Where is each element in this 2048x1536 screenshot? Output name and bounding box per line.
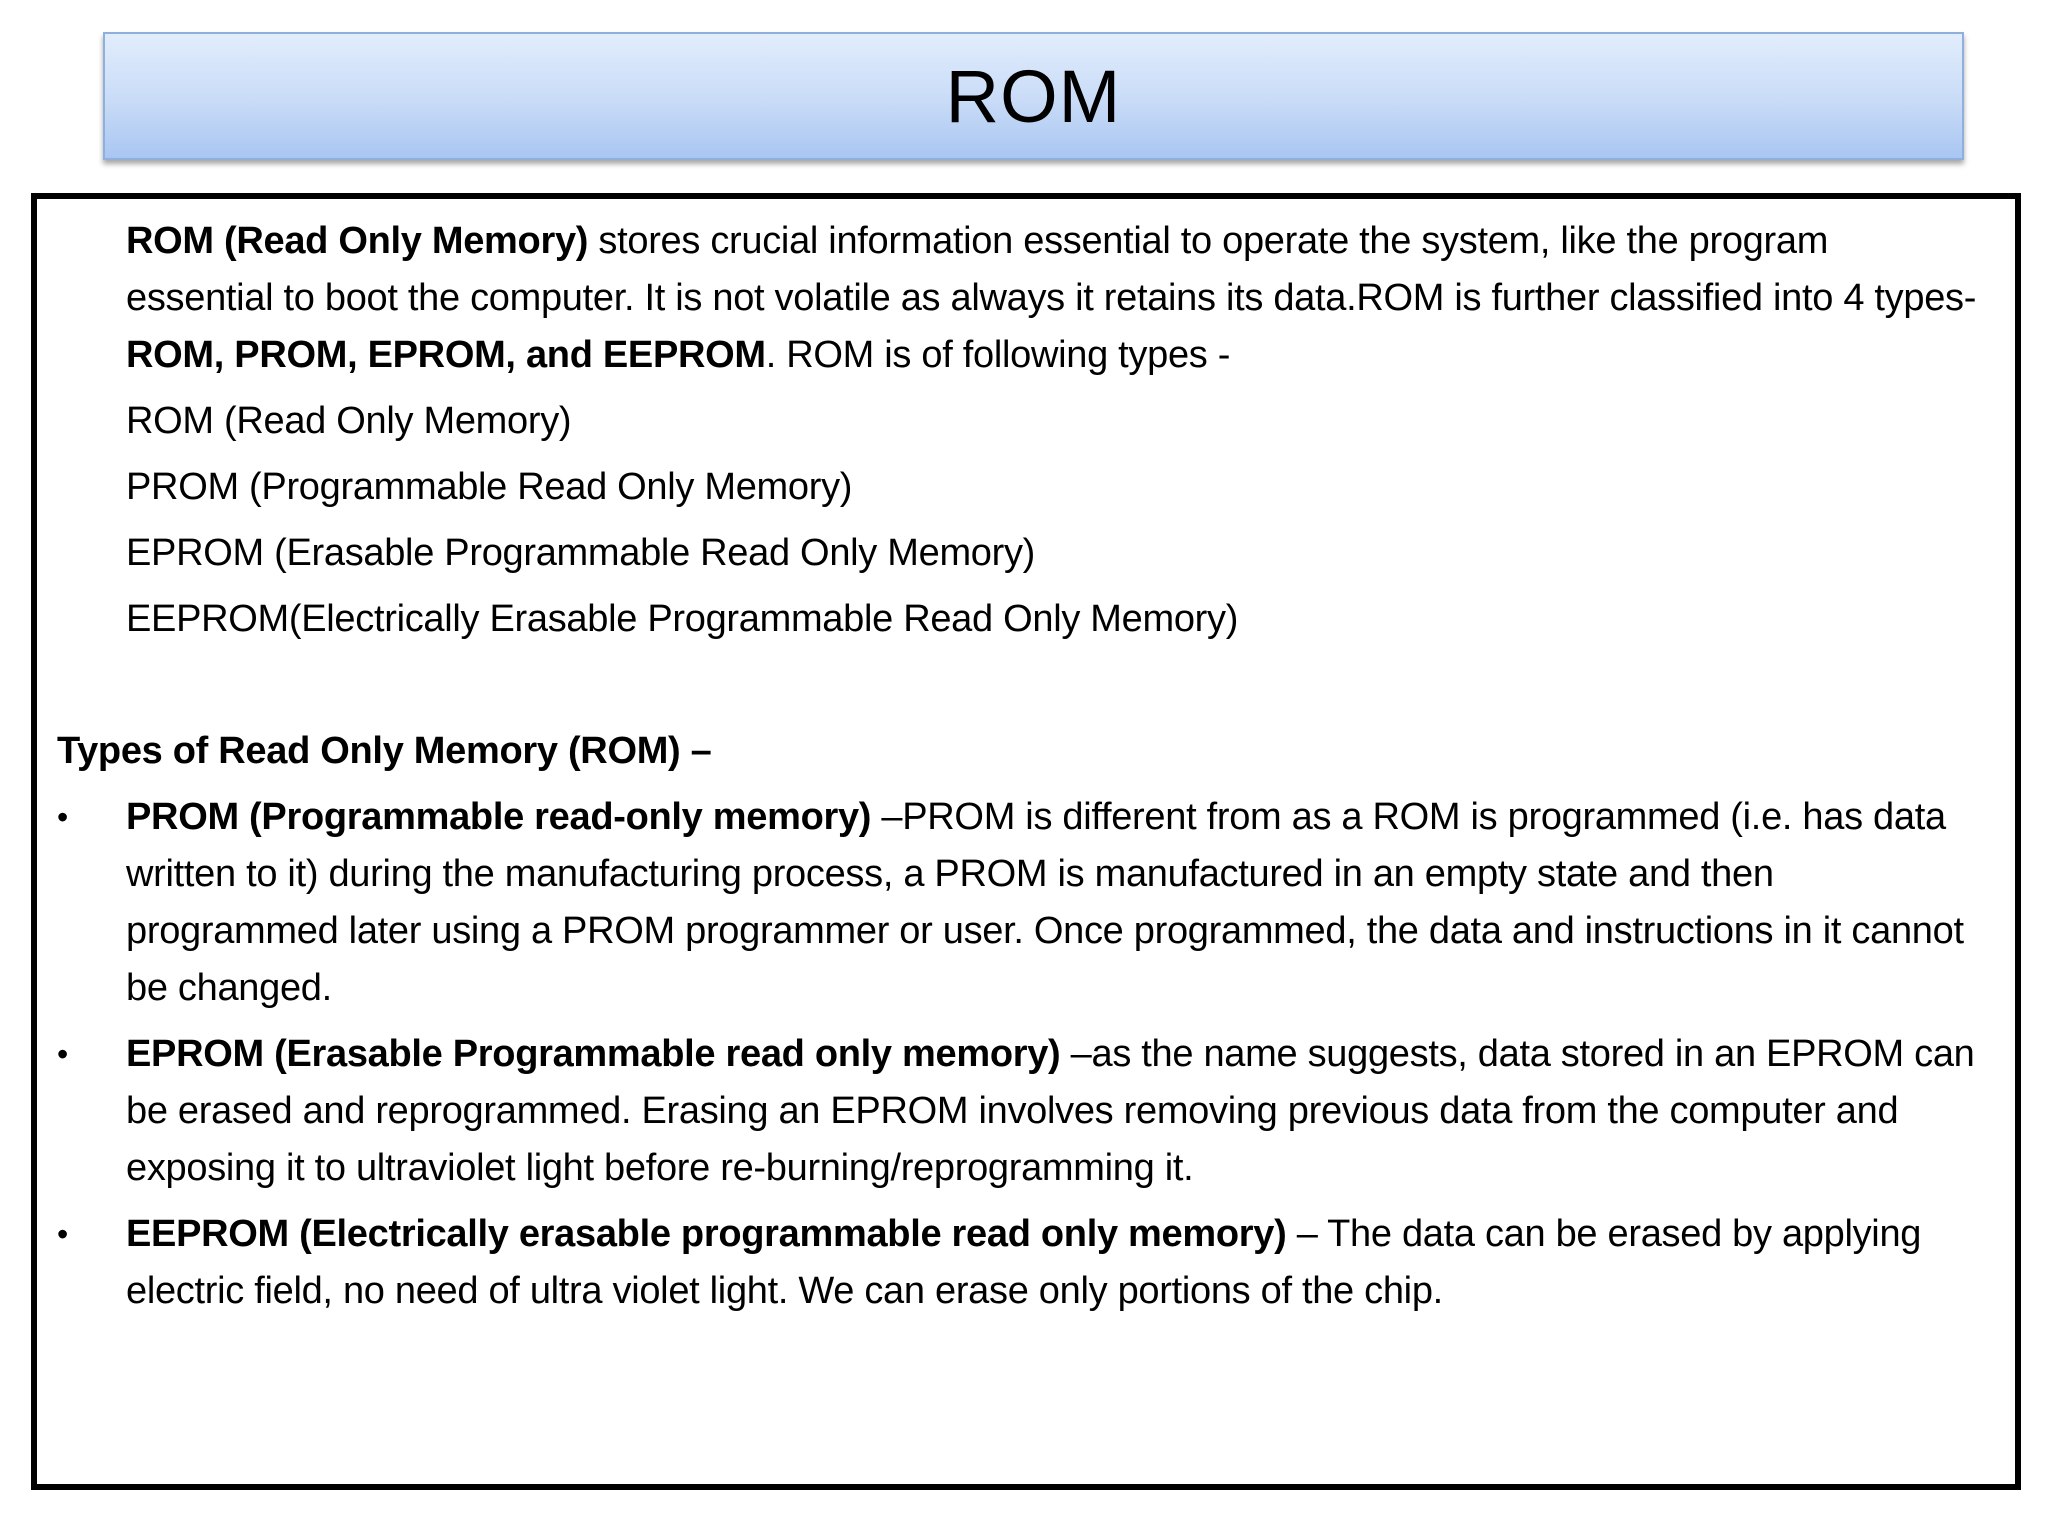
spacer [57, 657, 1985, 723]
section-heading: Types of Read Only Memory (ROM) – [57, 730, 712, 772]
intro-types: ROM, PROM, EPROM, and EEPROM [126, 334, 766, 376]
title-banner [103, 32, 1964, 160]
intro-paragraph [57, 213, 1985, 384]
type-list-item: ROM (Read Only Memory) [126, 400, 572, 442]
bullet-text: –as the name suggests, data stored in an EPROM can be erased and reprogrammed. Erasing an EPROM involves removing previous data from the computer and exposing it to ultraviolet light before re-burning/reprogramming it. [126, 1033, 1975, 1189]
intro-term: ROM (Read Only Memory) [126, 220, 589, 262]
type-list-item: EEPROM(Electrically Erasable Programmable Read Only Memory) [126, 598, 1239, 640]
bullet-icon: • [57, 1036, 68, 1072]
bullet-term: PROM (Programmable read-only memory) [126, 796, 872, 838]
slide-title: ROM [945, 54, 1122, 138]
content-frame [31, 193, 2021, 1490]
bullet-term: EPROM (Erasable Programmable read only memory) [126, 1033, 1061, 1075]
intro-text-2: . ROM is of following types - [765, 334, 1231, 376]
bullet-icon: • [57, 799, 68, 835]
intro-text-1: stores crucial information essential to operate the system, like the program essential to boot the computer. It is not volatile as always it retains its data.ROM is further classified into 4 types- [126, 220, 1977, 319]
bullet-item-eeprom [57, 1206, 1985, 1320]
bullet-text: – The data can be erased by applying electric field, no need of ultra violet light. We can erase only portions of the chip. [126, 1213, 1922, 1312]
bullet-term: EEPROM (Electrically erasable programmable read only memory) [126, 1213, 1287, 1255]
bullet-item-eprom [57, 1026, 1985, 1197]
bullet-item-prom [57, 789, 1985, 1017]
type-list-item: EPROM (Erasable Programmable Read Only Memory) [126, 532, 1036, 574]
type-list-item: PROM (Programmable Read Only Memory) [126, 466, 853, 508]
bullet-icon: • [57, 1216, 68, 1252]
slide-body [57, 213, 1985, 1329]
bullet-text: –PROM is different from as a ROM is programmed (i.e. has data written to it) during the manufacturing process, a PROM is manufactured in an empty state and then programmed later using a PROM programmer or user. Once programmed, the data and instructions in it cannot be changed. [126, 796, 1964, 1009]
